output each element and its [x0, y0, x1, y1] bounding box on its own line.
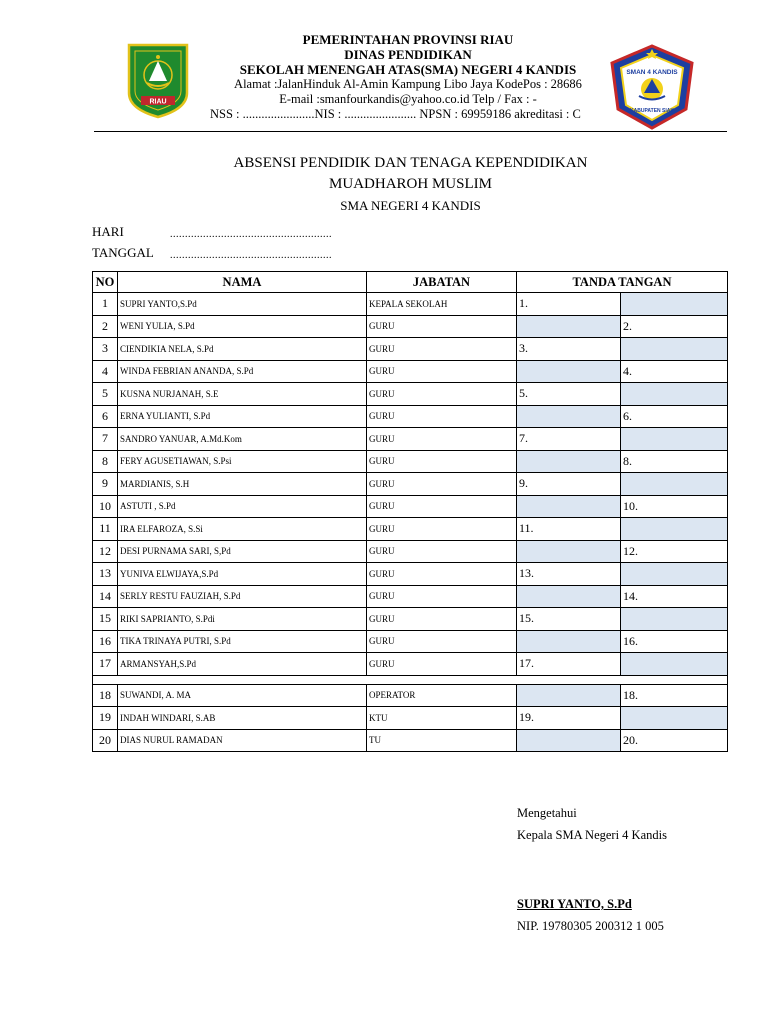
signature-position: Kepala SMA Negeri 4 Kandis: [517, 828, 667, 842]
row-nama: SERLY RESTU FAUZIAH, S.Pd: [118, 585, 367, 608]
row-nama: SUPRI YANTO,S.Pd: [118, 293, 367, 316]
separator-cell: [93, 675, 728, 684]
document-title: ABSENSI PENDIDIK DAN TENAGA KEPENDIDIKAN: [233, 155, 588, 171]
row-number: 13: [93, 563, 118, 586]
sman4-logo-bottom-text: KABUPATEN SIAK: [630, 108, 674, 114]
tanggal-field: [92, 245, 332, 266]
signature-cell-left[interactable]: 19.: [517, 707, 621, 730]
signature-cell-left[interactable]: [517, 585, 621, 608]
signature-cell-left[interactable]: 17.: [517, 653, 621, 676]
row-jabatan: GURU: [367, 540, 517, 563]
signature-cell-left[interactable]: 1.: [517, 293, 621, 316]
signature-cell-left[interactable]: 5.: [517, 383, 621, 406]
row-nama: MARDIANIS, S.H: [118, 473, 367, 496]
row-jabatan: GURU: [367, 360, 517, 383]
signature-cell-right[interactable]: 6.: [621, 405, 728, 428]
letterhead-text: [200, 32, 616, 122]
row-number: 19: [93, 707, 118, 730]
row-number: 17: [93, 653, 118, 676]
row-number: 7: [93, 428, 118, 451]
hari-label: HARI: [92, 224, 124, 239]
sman4-logo-top-text: SMAN 4 KANDIS: [626, 69, 678, 76]
signature-cell-left[interactable]: 9.: [517, 473, 621, 496]
school-name: SEKOLAH MENENGAH ATAS(SMA) NEGERI 4 KANDIS: [239, 62, 577, 77]
col-header-tanda-tangan: TANDA TANGAN: [517, 272, 728, 293]
table-row: [93, 608, 728, 631]
row-number: 12: [93, 540, 118, 563]
table-row: [93, 450, 728, 473]
riau-emblem-logo: [127, 43, 189, 119]
signature-cell-left[interactable]: [517, 540, 621, 563]
signature-cell-left[interactable]: 7.: [517, 428, 621, 451]
signature-cell-right[interactable]: 20.: [621, 729, 728, 752]
row-number: 9: [93, 473, 118, 496]
tanggal-label: TANGGAL: [92, 245, 154, 260]
col-header-no: NO: [93, 272, 118, 293]
row-nama: KUSNA NURJANAH, S.E: [118, 383, 367, 406]
row-nama: TIKA TRINAYA PUTRI, S.Pd: [118, 630, 367, 653]
table-row: [93, 315, 728, 338]
table-row: [93, 684, 728, 707]
signature-cell-left[interactable]: [517, 630, 621, 653]
signature-cell-left[interactable]: [517, 495, 621, 518]
row-number: 16: [93, 630, 118, 653]
signature-cell-right[interactable]: [621, 383, 728, 406]
signature-cell-right[interactable]: [621, 428, 728, 451]
row-jabatan: GURU: [367, 585, 517, 608]
signature-cell-left[interactable]: [517, 450, 621, 473]
row-jabatan: GURU: [367, 563, 517, 586]
row-jabatan: KEPALA SEKOLAH: [367, 293, 517, 316]
row-jabatan: GURU: [367, 338, 517, 361]
table-row: [93, 428, 728, 451]
date-fields: [92, 224, 332, 266]
row-number: 11: [93, 518, 118, 541]
row-nama: INDAH WINDARI, S.AB: [118, 707, 367, 730]
signature-cell-right[interactable]: [621, 338, 728, 361]
signature-cell-right[interactable]: 14.: [621, 585, 728, 608]
row-nama: YUNIVA ELWIJAYA,S.Pd: [118, 563, 367, 586]
row-jabatan: GURU: [367, 608, 517, 631]
signature-cell-right[interactable]: [621, 293, 728, 316]
hari-blank[interactable]: ......................................................: [170, 229, 332, 240]
table-row: [93, 495, 728, 518]
row-number: 1: [93, 293, 118, 316]
signature-block: [517, 802, 667, 933]
row-number: 8: [93, 450, 118, 473]
school-ids: NSS : .......................NIS : ....................... NPSN : 69959186 akreditasi : C: [210, 107, 581, 121]
signature-cell-left[interactable]: 3.: [517, 338, 621, 361]
row-jabatan: GURU: [367, 495, 517, 518]
signature-cell-left[interactable]: [517, 684, 621, 707]
header-divider: [94, 131, 727, 132]
row-nama: ERNA YULIANTI, S.Pd: [118, 405, 367, 428]
signature-cell-left[interactable]: [517, 360, 621, 383]
school-contact: E-mail :smanfourkandis@yahoo.co.id Telp / Fax : -: [279, 92, 537, 106]
row-number: 5: [93, 383, 118, 406]
signature-cell-right[interactable]: [621, 563, 728, 586]
signature-cell-left[interactable]: 11.: [517, 518, 621, 541]
document-subtitle: MUADHAROH MUSLIM: [329, 176, 492, 192]
row-nama: FERY AGUSETIAWAN, S.Psi: [118, 450, 367, 473]
row-number: 15: [93, 608, 118, 631]
row-jabatan: GURU: [367, 653, 517, 676]
signature-cell-left[interactable]: 13.: [517, 563, 621, 586]
signatory-nip: NIP. 19780305 200312 1 005: [517, 919, 664, 933]
col-header-jabatan: JABATAN: [367, 272, 517, 293]
table-row: [93, 707, 728, 730]
province-name: PEMERINTAHAN PROVINSI RIAU: [302, 32, 514, 47]
row-nama: SUWANDI, A. MA: [118, 684, 367, 707]
signature-cell-left[interactable]: [517, 729, 621, 752]
row-number: 14: [93, 585, 118, 608]
row-nama: WENI YULIA, S.Pd: [118, 315, 367, 338]
row-nama: CIENDIKIA NELA, S.Pd: [118, 338, 367, 361]
table-row: [93, 563, 728, 586]
hari-field: [92, 224, 332, 245]
signature-cell-right[interactable]: 18.: [621, 684, 728, 707]
attendance-table: [92, 271, 728, 752]
tanggal-blank[interactable]: ......................................................: [170, 250, 332, 261]
table-row: [93, 653, 728, 676]
row-jabatan: GURU: [367, 518, 517, 541]
signature-cell-right[interactable]: 16.: [621, 630, 728, 653]
signature-cell-right[interactable]: [621, 707, 728, 730]
row-jabatan: GURU: [367, 315, 517, 338]
row-jabatan: GURU: [367, 450, 517, 473]
table-row: [93, 518, 728, 541]
signature-cell-right[interactable]: [621, 473, 728, 496]
table-row: [93, 630, 728, 653]
table-row: [93, 360, 728, 383]
table-row: [93, 338, 728, 361]
signature-cell-right[interactable]: 10.: [621, 495, 728, 518]
row-nama: IRA ELFAROZA, S.Si: [118, 518, 367, 541]
table-row: [93, 729, 728, 752]
signature-cell-right[interactable]: 2.: [621, 315, 728, 338]
row-number: 3: [93, 338, 118, 361]
document-titles: [94, 153, 727, 216]
row-jabatan: GURU: [367, 405, 517, 428]
row-nama: SANDRO YANUAR, A.Md.Kom: [118, 428, 367, 451]
row-number: 10: [93, 495, 118, 518]
row-jabatan: GURU: [367, 383, 517, 406]
sman4-kandis-logo: [606, 43, 698, 131]
table-row: [93, 405, 728, 428]
row-number: 2: [93, 315, 118, 338]
document-school: SMA NEGERI 4 KANDIS: [340, 198, 481, 213]
row-jabatan: GURU: [367, 428, 517, 451]
row-jabatan: KTU: [367, 707, 517, 730]
row-number: 18: [93, 684, 118, 707]
row-number: 4: [93, 360, 118, 383]
riau-logo-label: RIAU: [149, 98, 167, 106]
letterhead: [0, 0, 768, 140]
signatory-name: SUPRI YANTO, S.Pd: [517, 897, 632, 911]
table-row: [93, 383, 728, 406]
signature-cell-right[interactable]: 8.: [621, 450, 728, 473]
table-separator-row: [93, 675, 728, 684]
row-nama: WINDA FEBRIAN ANANDA, S.Pd: [118, 360, 367, 383]
signature-cell-right[interactable]: [621, 653, 728, 676]
signature-cell-right[interactable]: 4.: [621, 360, 728, 383]
table-row: [93, 585, 728, 608]
signature-cell-right[interactable]: 12.: [621, 540, 728, 563]
row-number: 6: [93, 405, 118, 428]
agency-name: DINAS PENDIDIKAN: [344, 47, 472, 62]
row-number: 20: [93, 729, 118, 752]
signature-cell-left[interactable]: [517, 405, 621, 428]
row-jabatan: GURU: [367, 630, 517, 653]
signature-cell-left[interactable]: 15.: [517, 608, 621, 631]
signature-cell-right[interactable]: [621, 608, 728, 631]
table-row: [93, 540, 728, 563]
row-nama: RIKI SAPRIANTO, S.Pdi: [118, 608, 367, 631]
school-address: Alamat :JalanHinduk Al-Amin Kampung Libo Jaya KodePos : 28686: [234, 77, 582, 91]
row-jabatan: OPERATOR: [367, 684, 517, 707]
row-nama: ARMANSYAH,S.Pd: [118, 653, 367, 676]
row-nama: DIAS NURUL RAMADAN: [118, 729, 367, 752]
table-row: [93, 293, 728, 316]
row-jabatan: GURU: [367, 473, 517, 496]
signature-cell-left[interactable]: [517, 315, 621, 338]
row-nama: ASTUTI , S.Pd: [118, 495, 367, 518]
row-jabatan: TU: [367, 729, 517, 752]
table-header-row: [93, 272, 728, 293]
table-row: [93, 473, 728, 496]
signature-cell-right[interactable]: [621, 518, 728, 541]
signature-acknowledged: Mengetahui: [517, 806, 577, 820]
row-nama: DESI PURNAMA SARI, S,Pd: [118, 540, 367, 563]
col-header-nama: NAMA: [118, 272, 367, 293]
